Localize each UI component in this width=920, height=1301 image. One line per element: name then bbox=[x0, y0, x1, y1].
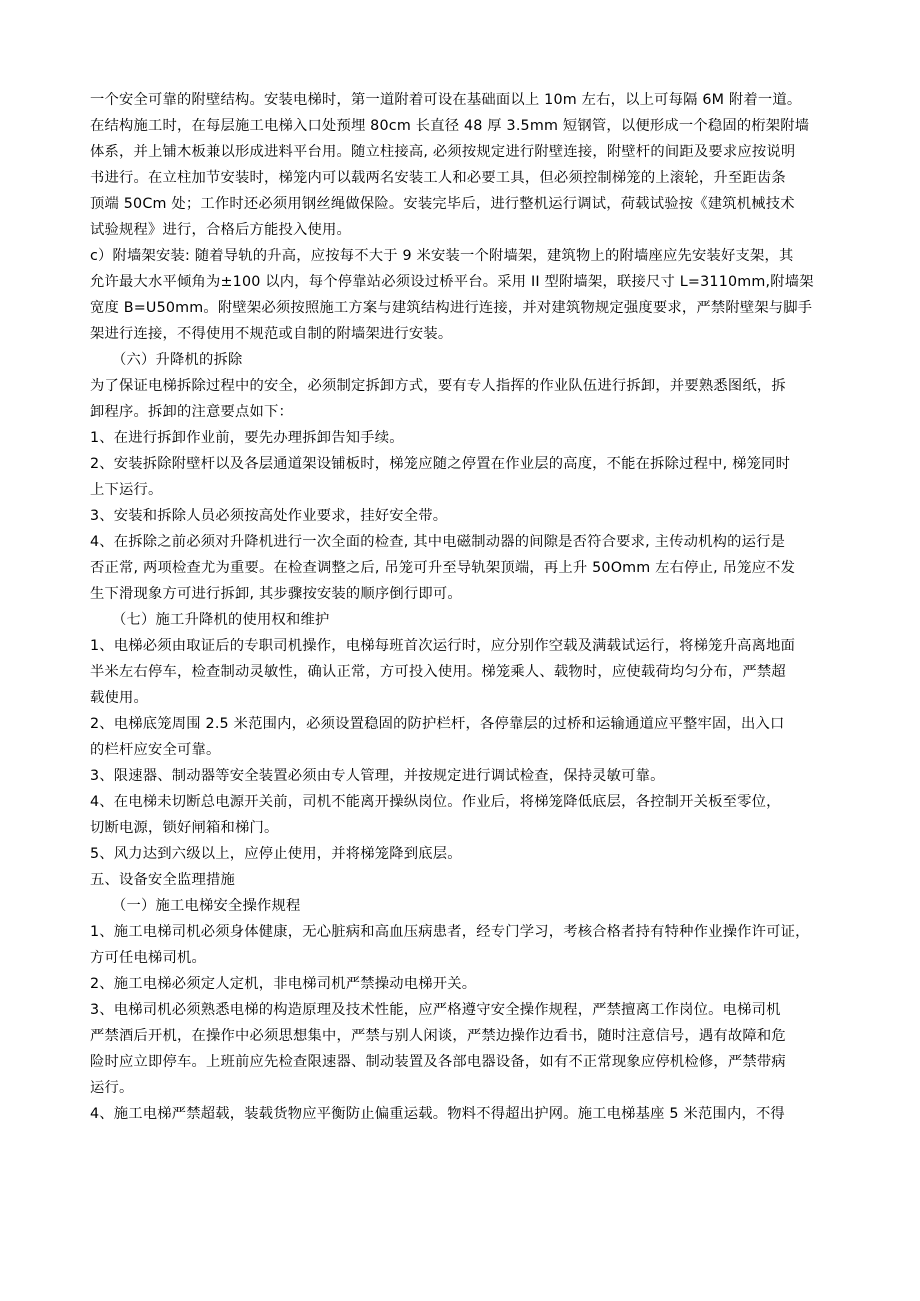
text-line: 上下运行。 bbox=[90, 482, 163, 498]
text-line: 3、限速器、制动器等安全装置必须由专人管理，并按规定进行调试检查，保持灵敏可靠。 bbox=[90, 768, 665, 784]
text-line: 5、风力达到六级以上，应停止使用，并将梯笼降到底层。 bbox=[90, 846, 462, 862]
text-line: 一个安全可靠的附壁结构。安装电梯时，第一道附着可设在基础面以上 10m 左右，以上可每隔 6M 附着一道。 bbox=[90, 92, 802, 108]
text-line: 4、在拆除之前必须对升降机进行一次全面的检查, 其中电磁制动器的间隙是否符合要求, 主传动机构的运行是 bbox=[90, 534, 786, 550]
text-line: 为了保证电梯拆除过程中的安全，必须制定拆卸方式，要有专人指挥的作业队伍进行拆卸，并要熟悉图纸，拆 bbox=[90, 378, 786, 394]
section-heading: （七）施工升降机的使用权和维护 bbox=[112, 612, 330, 628]
text-line: 2、电梯底笼周围 2.5 米范围内，必须设置稳固的防护栏杆，各停靠层的过桥和运输通道应平整牢固，出入口 bbox=[90, 716, 785, 732]
text-line: 2、安装拆除附壁杆以及各层通道架设铺板时，梯笼应随之停置在作业层的高度，不能在拆除过程中, 梯笼同时 bbox=[90, 456, 791, 472]
text-line: 1、电梯必须由取证后的专职司机操作，电梯每班首次运行时，应分别作空载及满载试运行，将梯笼升高离地面 bbox=[90, 638, 796, 654]
text-line: 半米左右停车，检查制动灵敏性，确认正常，方可投入使用。梯笼乘人、载物时，应使载荷均匀分布，严禁超 bbox=[90, 664, 786, 680]
text-line: 4、施工电梯严禁超载，装载货物应平衡防止偏重运载。物料不得超出护网。施工电梯基座 5 米范围内，不得 bbox=[90, 1106, 785, 1122]
text-line: 体系，并上铺木板兼以形成进料平台用。随立柱接高, 必须按规定进行附壁连接，附壁杆的间距及要求应按说明 bbox=[90, 144, 796, 160]
text-line: 1、施工电梯司机必须身体健康，无心脏病和高血压病患者，经专门学习，考核合格者持有特种作业操作许可证， bbox=[90, 924, 810, 940]
text-line: 在结构施工时，在每层施工电梯入口处预埋 80cm 长直径 48 厚 3.5mm 短钢管，以便形成一个稳固的桁架附墙 bbox=[90, 118, 810, 134]
text-line: 书进行。在立柱加节安装时，梯笼内可以载两名安装工人和必要工具，但必须控制梯笼的上滚轮，升至距齿条 bbox=[90, 170, 786, 186]
text-line: 顶端 50Cm 处；工作时还必须用钢丝绳做保险。安装完毕后，进行整机运行调试，荷载试验按《建筑机械技术 bbox=[90, 196, 795, 212]
document-body bbox=[90, 87, 845, 1127]
text-line: 4、在电梯未切断总电源开关前，司机不能离开操纵岗位。作业后，将梯笼降低底层，各控制开关板至零位， bbox=[90, 794, 781, 810]
text-line: 严禁酒后开机，在操作中必须思想集中，严禁与别人闲谈，严禁边操作边看书，随时注意信号，遇有故障和危 bbox=[90, 1028, 786, 1044]
text-line: 否正常, 两项检查尤为重要。在检查调整之后, 吊笼可升至导轨架顶端，再上升 50Omm 左右停止, 吊笼应不发 bbox=[90, 560, 796, 576]
text-line: 生下滑现象方可进行拆卸, 其步骤按安装的顺序倒行即可。 bbox=[90, 586, 462, 602]
text-line: c）附墙架安装: 随着导轨的升高，应按每不大于 9 米安装一个附墙架，建筑物上的附墙座应先安装好支架，其 bbox=[90, 248, 794, 264]
text-line: 切断电源，锁好闸箱和梯门。 bbox=[90, 820, 279, 836]
text-line: 运行。 bbox=[90, 1080, 134, 1096]
text-line: 载使用。 bbox=[90, 690, 148, 706]
text-line: 方可任电梯司机。 bbox=[90, 950, 206, 966]
text-line: 险时应立即停车。上班前应先检查限速器、制动装置及各部电器设备，如有不正常现象应停机检修，严禁带病 bbox=[90, 1054, 786, 1070]
text-line: 宽度 B=U50mm。附壁架必须按照施工方案与建筑结构进行连接，并对建筑物规定强度要求，严禁附壁架与脚手 bbox=[90, 300, 813, 316]
section-heading: （一）施工电梯安全操作规程 bbox=[112, 898, 301, 914]
text-line: 1、在进行拆卸作业前，要先办理拆卸告知手续。 bbox=[90, 430, 404, 446]
text-line: 架进行连接，不得使用不规范或自制的附墙架进行安装。 bbox=[90, 326, 453, 342]
text-line: 卸程序。拆卸的注意要点如下： bbox=[90, 404, 293, 420]
text-line: 3、电梯司机必须熟悉电梯的构造原理及技术性能，应严格遵守安全操作规程，严禁擅离工作岗位。电梯司机 bbox=[90, 1002, 781, 1018]
text-line: 试验规程》进行，合格后方能投入使用。 bbox=[90, 222, 351, 238]
text-line: 2、施工电梯必须定人定机，非电梯司机严禁操动电梯开关。 bbox=[90, 976, 477, 992]
text-line: 的栏杆应安全可靠。 bbox=[90, 742, 221, 758]
chapter-heading: 五、设备安全监理措施 bbox=[90, 872, 235, 888]
text-line: 3、安装和拆除人员必须按高处作业要求，挂好安全带。 bbox=[90, 508, 448, 524]
text-line: 允许最大水平倾角为±100 以内，每个停靠站必须设过桥平台。采用 II 型附墙架，联接尺寸 L=3110mm,附墙架 bbox=[90, 274, 814, 290]
section-heading: （六）升降机的拆除 bbox=[112, 352, 243, 368]
